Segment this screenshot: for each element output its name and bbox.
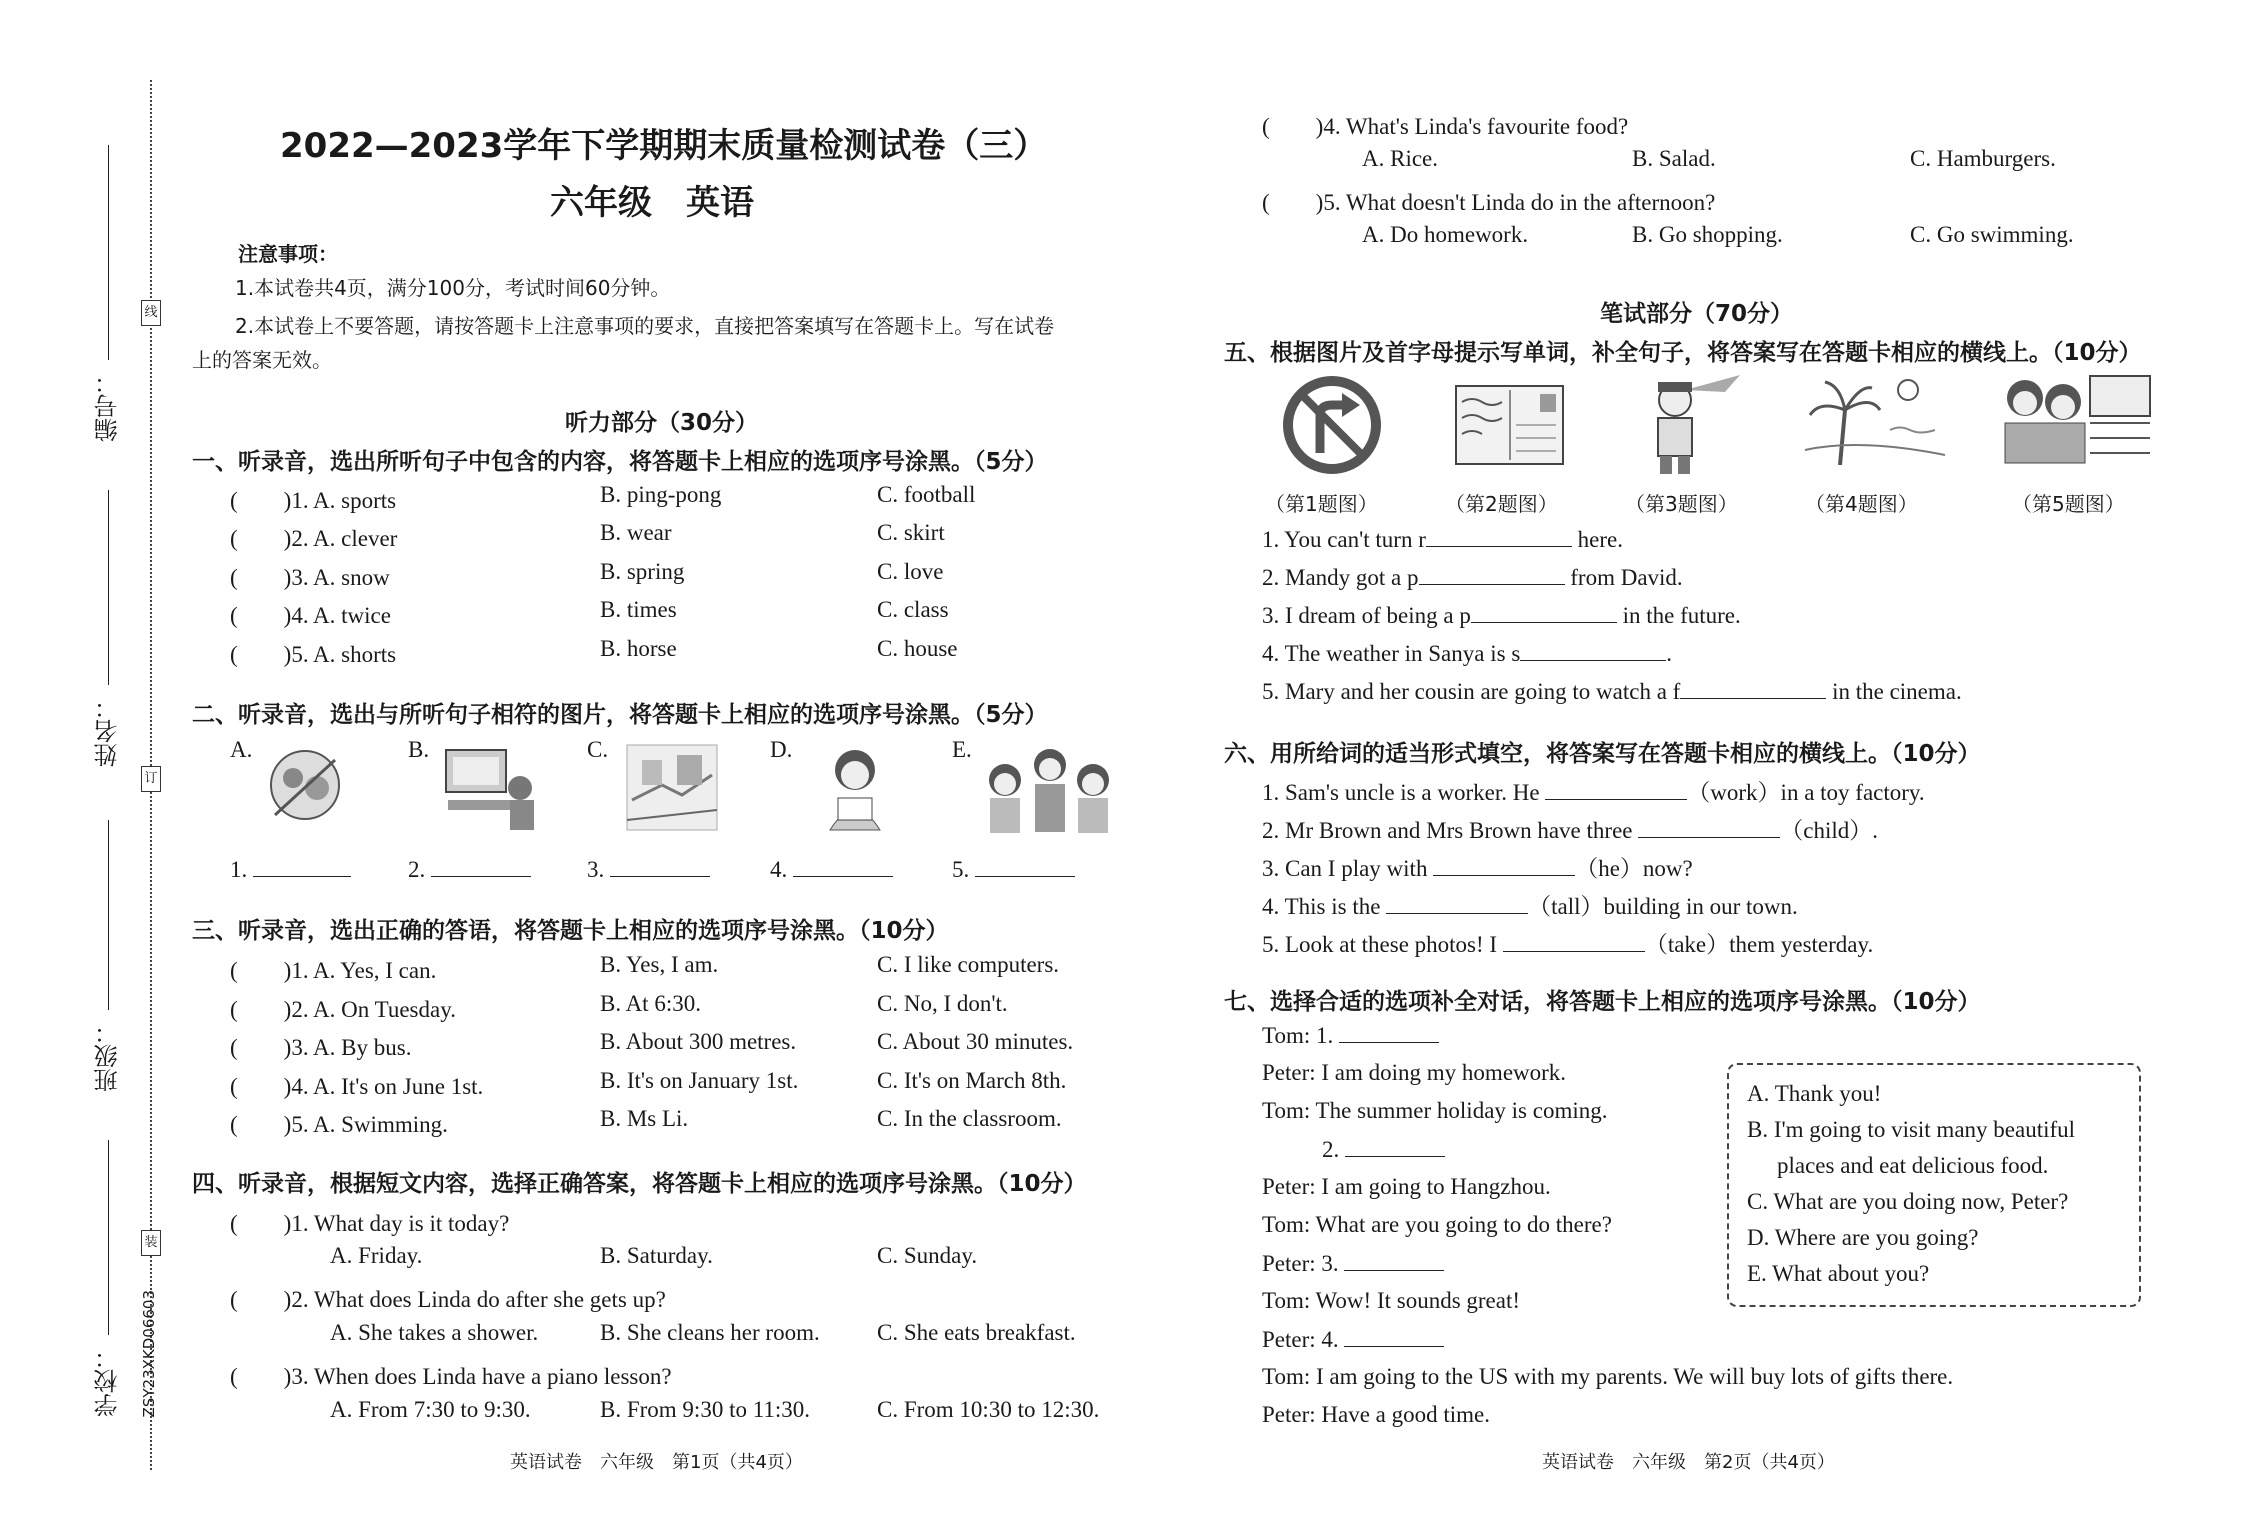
s1-q3-b: B. spring: [600, 559, 685, 584]
s5-item-2-pre: 2. Mandy got a p: [1262, 565, 1419, 590]
dialog-line-9-text: Peter: 4.: [1262, 1327, 1345, 1352]
picture-c-image: [622, 740, 722, 835]
s4-q4-b: B. Salad.: [1632, 146, 1716, 171]
s5-item-5: [1262, 678, 1962, 705]
s2-num-5: [952, 856, 1075, 883]
s2-num-1-label: 1.: [230, 857, 248, 882]
s4-q1-c: C. Sunday.: [877, 1243, 978, 1268]
s7-answer-4[interactable]: [1344, 1326, 1444, 1347]
s2-num-2-label: 2.: [408, 857, 426, 882]
dialog-line-8: Tom: Wow! It sounds great!: [1262, 1288, 1521, 1313]
s3-q1-b: B. Yes, I am.: [600, 952, 719, 977]
s1-q1-c: C. football: [877, 482, 976, 507]
s3-q3-c: C. About 30 minutes.: [877, 1029, 1074, 1054]
dialog-line-7-text: Peter: 3.: [1262, 1251, 1345, 1276]
s2-answer-5[interactable]: [975, 856, 1075, 877]
s1-q2: ( )2. A. clever: [230, 526, 398, 551]
s3-q4-b: B. It's on January 1st.: [600, 1068, 799, 1093]
s5-item-1-post: here.: [1571, 527, 1623, 552]
section-7-title: 七、选择合适的选项补全对话，将答题卡上相应的选项序号涂黑。（10分）: [1224, 989, 1981, 1015]
s1-q5: ( )5. A. shorts: [230, 642, 397, 667]
s5-item-5-post: in the cinema.: [1826, 679, 1962, 704]
s1-q3: ( )3. A. snow: [230, 565, 390, 590]
s2-letter-b: B.: [408, 737, 430, 762]
s1-q4-b: B. times: [600, 597, 677, 622]
number-label: 编号：: [94, 370, 122, 442]
s6-item-4: [1262, 888, 1798, 921]
s5-item-3-post: in the future.: [1616, 603, 1741, 628]
caption-1: （第1题图）: [1265, 492, 1378, 516]
s5-item-5-pre: 5. Mary and her cousin are going to watch a f: [1262, 679, 1681, 704]
section-3-title: 三、听录音，选出正确的答语，将答题卡上相应的选项序号涂黑。（10分）: [192, 918, 949, 944]
option-c: C. What are you doing now, Peter?: [1747, 1189, 2069, 1214]
notice-2a: 2.本试卷上不要答题，请按答题卡上注意事项的要求，直接把答案填写在答题卡上。写在试卷: [235, 314, 1055, 338]
seal-mark-line: 线: [141, 300, 161, 326]
s1-q2-b: B. wear: [600, 520, 672, 545]
s3-q5-b: B. Ms Li.: [600, 1106, 689, 1131]
caption-3: （第3题图）: [1625, 492, 1738, 516]
name-label: 姓名：: [94, 695, 122, 767]
s5-answer-2[interactable]: [1419, 564, 1565, 585]
s5-item-4-post: .: [1666, 641, 1673, 666]
s4-q2-a: A. She takes a shower.: [330, 1320, 539, 1345]
seal-mark-staple: 装: [141, 1230, 161, 1256]
s2-num-3-label: 3.: [587, 857, 605, 882]
number-field[interactable]: [108, 145, 109, 360]
s2-answer-4[interactable]: [793, 856, 893, 877]
s4-q2: ( )2. What does Linda do after she gets up?: [230, 1287, 666, 1312]
school-label: 学校：: [94, 1345, 122, 1417]
caption-5: （第5题图）: [2012, 492, 2125, 516]
s6-item-3-pre: 3. Can I play with: [1262, 856, 1434, 881]
s6-answer-2[interactable]: [1638, 817, 1780, 838]
section-1-title: 一、听录音，选出所听句子中包含的内容，将答题卡上相应的选项序号涂黑。（5分）: [192, 449, 1048, 475]
s4-q2-b: B. She cleans her room.: [600, 1320, 820, 1345]
s6-answer-4[interactable]: [1386, 893, 1528, 914]
s2-answer-1[interactable]: [253, 856, 351, 877]
s5-answer-5[interactable]: [1680, 678, 1826, 699]
s3-q3-b: B. About 300 metres.: [600, 1029, 797, 1054]
option-e: E. What about you?: [1747, 1261, 1930, 1286]
s2-num-5-label: 5.: [952, 857, 970, 882]
s2-answer-2[interactable]: [431, 856, 531, 877]
s2-answer-3[interactable]: [610, 856, 710, 877]
s3-q1: ( )1. A. Yes, I can.: [230, 958, 437, 983]
s3-q3: ( )3. A. By bus.: [230, 1035, 412, 1060]
seal-mark-bind: 订: [141, 766, 161, 792]
s5-item-2-post: from David.: [1564, 565, 1683, 590]
picture-b-image: [438, 740, 548, 835]
page-2-footer: 英语试卷 六年级 第2页（共4页）: [1542, 1452, 1835, 1473]
s3-q4-c: C. It's on March 8th.: [877, 1068, 1067, 1093]
s6-item-2: [1262, 812, 1878, 845]
name-field[interactable]: [108, 490, 109, 685]
school-field[interactable]: [108, 1140, 109, 1335]
s1-q1-b: B. ping-pong: [600, 482, 722, 507]
s6-item-5: [1262, 926, 1873, 959]
dialog-line-1-text: Tom: 1.: [1262, 1023, 1339, 1048]
s1-q5-c: C. house: [877, 636, 958, 661]
dialog-line-11: Peter: Have a good time.: [1262, 1402, 1491, 1427]
pilot-image: [1630, 370, 1745, 475]
notice-2b: 上的答案无效。: [192, 348, 332, 372]
s4-q5-a: A. Do homework.: [1362, 222, 1529, 247]
s5-answer-3[interactable]: [1471, 602, 1617, 623]
s3-q5-c: C. In the classroom.: [877, 1106, 1062, 1131]
s2-num-4: [770, 856, 893, 883]
s5-item-4: [1262, 640, 1672, 667]
s2-letter-c: C.: [587, 737, 609, 762]
listening-heading: 听力部分（30分）: [565, 410, 759, 436]
s7-answer-3[interactable]: [1344, 1250, 1444, 1271]
s6-item-4-pre: 4. This is the: [1262, 894, 1387, 919]
class-label: 班级：: [94, 1020, 122, 1092]
s3-q5: ( )5. A. Swimming.: [230, 1112, 448, 1137]
s4-q1-b: B. Saturday.: [600, 1243, 713, 1268]
section-4-title: 四、听录音，根据短文内容，选择正确答案，将答题卡上相应的选项序号涂黑。（10分）: [192, 1171, 1087, 1197]
writing-heading: 笔试部分（70分）: [1600, 301, 1794, 327]
s3-q1-c: C. I like computers.: [877, 952, 1060, 977]
dialog-line-5: Peter: I am going to Hangzhou.: [1262, 1174, 1551, 1199]
s6-item-5-post: （take）them yesterday.: [1644, 932, 1874, 957]
s6-item-3: [1262, 850, 1693, 883]
option-a: A. Thank you!: [1747, 1081, 1882, 1106]
section-6-title: 六、用所给词的适当形式填空，将答案写在答题卡相应的横线上。（10分）: [1224, 741, 1981, 767]
s2-num-4-label: 4.: [770, 857, 788, 882]
s2-num-3: [587, 856, 710, 883]
s4-q3-c: C. From 10:30 to 12:30.: [877, 1397, 1100, 1422]
s6-item-2-post: （child）.: [1780, 818, 1878, 843]
dialog-line-2: Peter: I am doing my homework.: [1262, 1060, 1567, 1085]
s3-q2: ( )2. A. On Tuesday.: [230, 997, 456, 1022]
notice-1: 1.本试卷共4页，满分100分，考试时间60分钟。: [235, 276, 671, 300]
picture-d-image: [800, 740, 910, 835]
s6-answer-3[interactable]: [1433, 855, 1575, 876]
class-field[interactable]: [108, 820, 109, 1010]
s6-item-1: [1262, 774, 1925, 807]
s6-item-3-post: （he）now?: [1575, 856, 1693, 881]
s1-q4-c: C. class: [877, 597, 949, 622]
dialog-line-6: Tom: What are you going to do there?: [1262, 1212, 1612, 1237]
dialog-line-1: [1262, 1022, 1439, 1049]
s2-letter-e: E.: [952, 737, 972, 762]
option-d: D. Where are you going?: [1747, 1225, 1979, 1250]
s4-q5-c: C. Go swimming.: [1910, 222, 2074, 247]
s5-item-3: [1262, 602, 1741, 629]
s4-q5-b: B. Go shopping.: [1632, 222, 1783, 247]
s1-q4: ( )4. A. twice: [230, 603, 391, 628]
s1-q1: ( )1. A. sports: [230, 488, 397, 513]
s6-item-5-pre: 5. Look at these photos! I: [1262, 932, 1503, 957]
s6-answer-1[interactable]: [1545, 779, 1687, 800]
s5-item-4-pre: 4. The weather in Sanya is s: [1262, 641, 1521, 666]
dialog-line-3: Tom: The summer holiday is coming.: [1262, 1098, 1608, 1123]
no-right-turn-sign-icon: [1282, 375, 1382, 475]
s4-q3-a: A. From 7:30 to 9:30.: [330, 1397, 531, 1422]
option-b-cont: places and eat delicious food.: [1777, 1153, 2049, 1178]
page-1-footer: 英语试卷 六年级 第1页（共4页）: [510, 1452, 803, 1473]
s5-answer-4[interactable]: [1520, 640, 1666, 661]
s1-q2-c: C. skirt: [877, 520, 945, 545]
picture-e-image: [975, 740, 1125, 835]
s7-answer-2[interactable]: [1345, 1136, 1445, 1157]
s3-q4: ( )4. A. It's on June 1st.: [230, 1074, 484, 1099]
option-b: B. I'm going to visit many beautiful: [1747, 1117, 2076, 1142]
s4-q3: ( )3. When does Linda have a piano lesson?: [230, 1364, 672, 1389]
section-2-title: 二、听录音，选出与所听句子相符的图片，将答题卡上相应的选项序号涂黑。（5分）: [192, 702, 1048, 728]
s7-answer-1[interactable]: [1339, 1022, 1439, 1043]
sunny-beach-image: [1800, 370, 1950, 475]
s2-num-1: [230, 856, 351, 883]
binding-code: ZSY23XKD06603: [140, 1290, 158, 1418]
s5-item-1: [1262, 526, 1623, 553]
s1-q3-c: C. love: [877, 559, 944, 584]
postcard-image: [1452, 380, 1567, 470]
s4-q4-c: C. Hamburgers.: [1910, 146, 2056, 171]
dialog-line-4: [1322, 1136, 1445, 1163]
s5-item-2: [1262, 564, 1683, 591]
section-5-title: 五、根据图片及首字母提示写单词，补全句子，将答案写在答题卡相应的横线上。（10分）: [1224, 340, 2142, 366]
dialog-line-4-text: 2.: [1322, 1137, 1345, 1162]
caption-2: （第2题图）: [1445, 492, 1558, 516]
s5-item-3-pre: 3. I dream of being a p: [1262, 603, 1471, 628]
s6-item-1-post: （work）in a toy factory.: [1687, 780, 1925, 805]
page-title: 2022—2023学年下学期期末质量检测试卷（三）: [280, 126, 1048, 166]
cinema-image: [1995, 368, 2155, 476]
s4-q5: ( )5. What doesn't Linda do in the afternoon?: [1262, 190, 1716, 215]
s2-letter-a: A.: [230, 737, 253, 762]
s6-item-2-pre: 2. Mr Brown and Mrs Brown have three: [1262, 818, 1639, 843]
s6-item-4-post: （tall）building in our town.: [1528, 894, 1798, 919]
s2-letter-d: D.: [770, 737, 793, 762]
dialog-line-7: [1262, 1250, 1444, 1277]
dialog-line-9: [1262, 1326, 1444, 1353]
s3-q2-c: C. No, I don't.: [877, 991, 1008, 1016]
s1-q5-b: B. horse: [600, 636, 677, 661]
notice-heading: 注意事项：: [238, 242, 338, 266]
s2-num-2: [408, 856, 531, 883]
s6-item-1-pre: 1. Sam's uncle is a worker. He: [1262, 780, 1546, 805]
s4-q4: ( )4. What's Linda's favourite food?: [1262, 114, 1629, 139]
s6-answer-5[interactable]: [1503, 931, 1645, 952]
s4-q2-c: C. She eats breakfast.: [877, 1320, 1076, 1345]
page-subtitle: 六年级 英语: [550, 183, 754, 223]
s5-answer-1[interactable]: [1426, 526, 1572, 547]
s4-q3-b: B. From 9:30 to 11:30.: [600, 1397, 810, 1422]
s4-q1-a: A. Friday.: [330, 1243, 423, 1268]
s4-q4-a: A. Rice.: [1362, 146, 1439, 171]
s5-item-1-pre: 1. You can't turn r: [1262, 527, 1426, 552]
caption-4: （第4题图）: [1805, 492, 1918, 516]
dialog-line-10: Tom: I am going to the US with my parents. We will buy lots of gifts there.: [1262, 1364, 1954, 1389]
s3-q2-b: B. At 6:30.: [600, 991, 701, 1016]
picture-a-image: [255, 740, 355, 835]
s4-q1: ( )1. What day is it today?: [230, 1211, 510, 1236]
